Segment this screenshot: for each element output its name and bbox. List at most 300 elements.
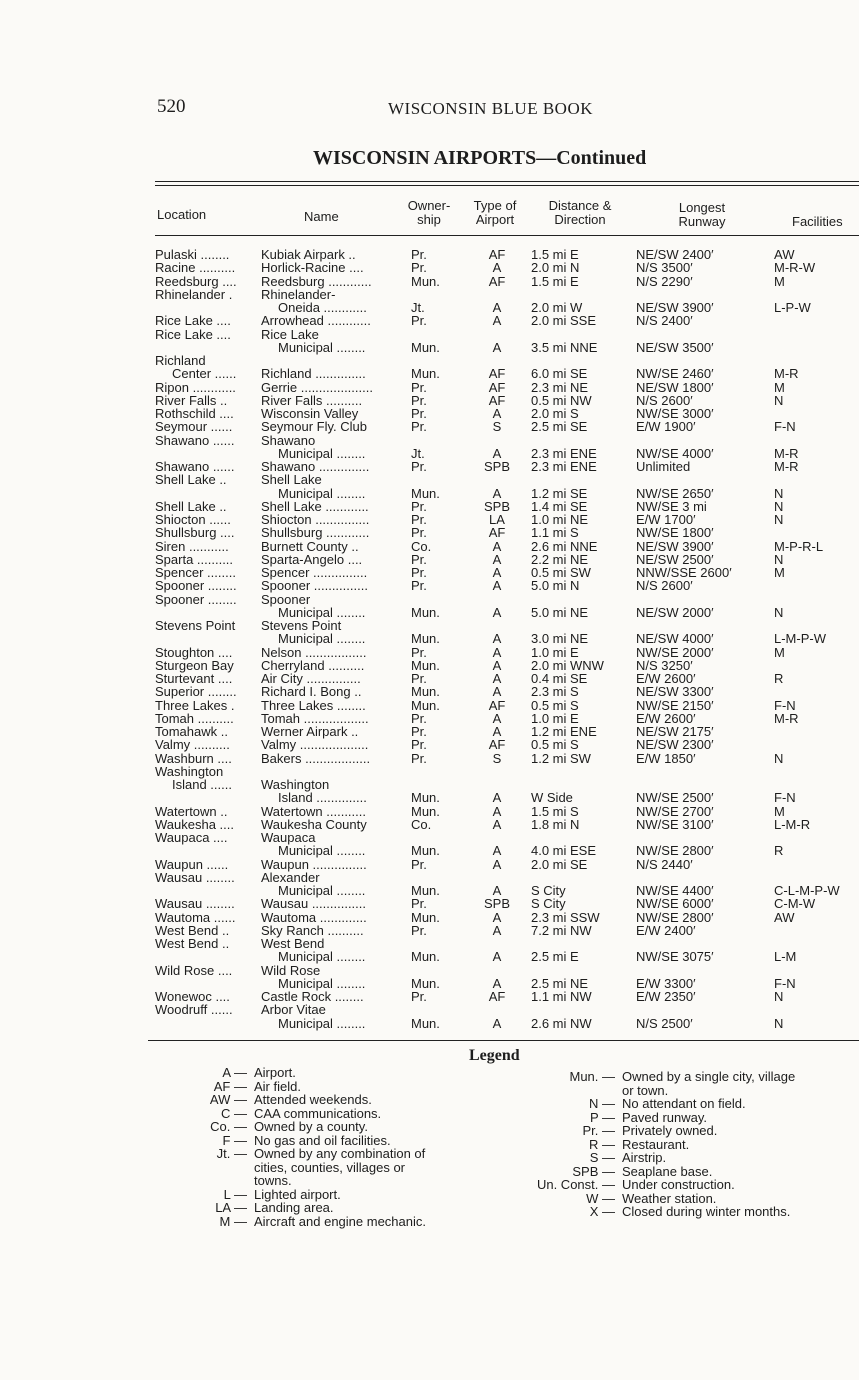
- distance-cell: 2.3 mi ENE: [531, 459, 597, 474]
- facilities-cell: M-P-R-L: [774, 538, 824, 554]
- legend-description: Owned by any combination of: [254, 1146, 426, 1161]
- location-cell: Waukesha ....: [155, 816, 234, 832]
- col-name: Name: [304, 209, 339, 224]
- distance-cell: 2.5 mi NE: [531, 975, 589, 991]
- name-cell: Arbor Vitae: [261, 1002, 326, 1018]
- ownership-cell: Pr.: [411, 644, 427, 660]
- name-cell: Werner Airpark ..: [261, 724, 359, 739]
- distance-cell: 2.0 mi WNW: [531, 657, 604, 673]
- ownership-cell: Mun.: [411, 909, 440, 925]
- ownership-cell: Pr.: [411, 459, 427, 474]
- legend-description: Attended weekends.: [254, 1092, 372, 1107]
- ownership-cell: Pr.: [411, 379, 427, 395]
- table-row: [0, 619, 859, 632]
- ownership-cell: Mun.: [411, 485, 440, 501]
- location-cell: Sturtevant ....: [155, 671, 233, 686]
- runway-cell: NW/SE 2460′: [636, 366, 714, 382]
- legend-code: LA —: [215, 1200, 247, 1215]
- legend-title: Legend: [469, 1047, 520, 1064]
- facilities-cell: M-R: [774, 366, 799, 382]
- name-cell: Sparta-Angelo ....: [261, 551, 363, 567]
- legend-code: AW —: [209, 1092, 247, 1107]
- legend-description: or town.: [622, 1082, 669, 1098]
- top-rule: [155, 181, 859, 182]
- col-type-line1: Type of: [473, 198, 517, 213]
- name-cell: Municipal ........: [278, 445, 366, 461]
- runway-cell: NE/SW 2000′: [636, 604, 714, 620]
- table-row: [0, 328, 859, 341]
- runway-cell: NW/SE 4400′: [636, 883, 714, 898]
- ownership-cell: Co.: [411, 816, 432, 832]
- name-cell: Spencer ...............: [261, 565, 368, 580]
- name-cell: Reedsburg ............: [261, 273, 372, 289]
- table-row: [0, 381, 859, 394]
- table-row: [0, 685, 859, 698]
- location-cell: Washburn ....: [155, 750, 232, 766]
- facilities-cell: N: [774, 498, 784, 514]
- type-cell: S: [492, 750, 502, 766]
- legend-code: Mun. —: [569, 1069, 615, 1084]
- table-row: [0, 699, 859, 712]
- runway-cell: NE/SW 3500′: [636, 339, 714, 355]
- facilities-cell: F-N: [774, 790, 796, 806]
- runway-cell: NW/SE 2500′: [636, 790, 714, 806]
- facilities-cell: F-N: [774, 697, 796, 713]
- table-row: [0, 818, 859, 831]
- type-cell: A: [492, 644, 502, 660]
- type-cell: A: [492, 684, 502, 700]
- table-row: [0, 354, 859, 367]
- ownership-cell: Mun.: [411, 949, 440, 965]
- type-cell: A: [492, 538, 502, 554]
- location-cell: Washington: [155, 763, 224, 779]
- type-cell: A: [492, 843, 502, 859]
- ownership-cell: Mun.: [411, 604, 440, 620]
- distance-cell: S City: [531, 883, 566, 898]
- name-cell: Waupun ...............: [261, 856, 367, 872]
- location-cell: Three Lakes .: [155, 697, 235, 713]
- name-cell: Wausau ...............: [261, 896, 366, 912]
- distance-cell: 2.3 mi S: [531, 684, 579, 700]
- legend-code: W —: [586, 1190, 615, 1206]
- runway-cell: NE/SW 3900′: [636, 300, 714, 315]
- legend-entry: [0, 1084, 859, 1098]
- runway-cell: E/W 2400′: [636, 922, 696, 938]
- facilities-cell: N: [774, 604, 784, 620]
- legend-code: SPB —: [572, 1163, 615, 1179]
- type-cell: A: [492, 604, 502, 620]
- legend-code: Jt. —: [216, 1146, 247, 1161]
- facilities-cell: C-M-W: [774, 896, 816, 912]
- type-cell: AF: [488, 273, 506, 289]
- location-cell: Superior ........: [155, 684, 237, 700]
- type-cell: AF: [488, 392, 506, 408]
- name-cell: Three Lakes ........: [261, 697, 366, 713]
- runway-cell: E/W 3300′: [636, 975, 696, 991]
- runway-cell: NE/SW 2400′: [636, 247, 714, 262]
- name-cell: Alexander: [261, 869, 320, 885]
- table-row: [0, 765, 859, 778]
- ownership-cell: Mun.: [411, 657, 440, 673]
- legend-code: A —: [222, 1065, 247, 1080]
- ownership-cell: Jt.: [411, 300, 425, 315]
- name-cell: Island ..............: [278, 790, 367, 806]
- col-ownership-line1: Owner-: [407, 198, 451, 213]
- legend-code: P —: [589, 1109, 615, 1125]
- distance-cell: 2.3 mi ENE: [531, 445, 597, 461]
- legend-description: Airport.: [254, 1065, 296, 1080]
- type-cell: A: [492, 803, 502, 819]
- ownership-cell: Pr.: [411, 737, 427, 753]
- distance-cell: 4.0 mi ESE: [531, 843, 597, 859]
- col-runway: [662, 201, 742, 229]
- page-number: 520: [157, 96, 186, 117]
- ownership-cell: Pr.: [411, 896, 427, 912]
- name-cell: Nelson .................: [261, 644, 367, 660]
- type-cell: A: [492, 339, 502, 355]
- name-cell: Burnett County ..: [261, 538, 359, 554]
- legend-entry: [0, 1205, 859, 1219]
- ownership-cell: Pr.: [411, 578, 427, 594]
- runway-cell: NE/SW 2175′: [636, 724, 714, 739]
- distance-cell: 1.0 mi NE: [531, 512, 589, 527]
- location-cell: Wild Rose ....: [155, 962, 233, 978]
- legend-description: Aircraft and engine mechanic.: [254, 1213, 426, 1229]
- location-cell: River Falls ..: [155, 392, 228, 408]
- location-cell: Sparta ..........: [155, 551, 234, 567]
- location-cell: Siren ...........: [155, 538, 229, 554]
- facilities-cell: F-N: [774, 975, 796, 991]
- table-row: [0, 288, 859, 301]
- facilities-cell: M: [774, 803, 785, 819]
- ownership-cell: Mun.: [411, 631, 440, 647]
- name-cell: Air City ...............: [261, 671, 361, 686]
- name-cell: Shell Lake ............: [261, 498, 369, 514]
- name-cell: Castle Rock ........: [261, 989, 364, 1004]
- facilities-cell: M: [774, 565, 785, 580]
- location-cell: Valmy ..........: [155, 737, 230, 753]
- location-cell: Wausau ........: [155, 896, 235, 912]
- name-cell: Rice Lake: [261, 326, 319, 342]
- location-cell: Tomah ..........: [155, 710, 234, 726]
- col-runway-line1: Longest: [678, 200, 726, 215]
- table-row: [0, 871, 859, 884]
- distance-cell: 1.5 mi S: [531, 803, 579, 819]
- facilities-cell: M: [774, 644, 785, 660]
- legend-entry: [0, 1097, 859, 1111]
- runway-cell: NW/SE 4000′: [636, 445, 714, 461]
- legend-entry: [0, 1111, 859, 1125]
- table-row: [0, 937, 859, 950]
- facilities-cell: M-R: [774, 445, 799, 461]
- table-row: [0, 447, 859, 460]
- type-cell: S: [492, 419, 502, 435]
- ownership-cell: Pr.: [411, 565, 427, 580]
- legend-code: Pr. —: [582, 1123, 615, 1138]
- table-row: [0, 1003, 859, 1016]
- name-cell: Tomah ..................: [261, 710, 369, 726]
- name-cell: Municipal ........: [278, 485, 366, 501]
- distance-cell: S City: [531, 896, 566, 912]
- location-cell: Wautoma ......: [155, 909, 236, 925]
- ownership-cell: Pr.: [411, 419, 427, 435]
- name-cell: Shawano: [261, 432, 316, 448]
- ownership-cell: Pr.: [411, 260, 427, 276]
- distance-cell: 1.2 mi SW: [531, 750, 591, 766]
- distance-cell: 2.0 mi W: [531, 300, 583, 315]
- type-cell: A: [492, 909, 502, 925]
- ownership-cell: Mun.: [411, 684, 440, 700]
- type-cell: A: [492, 671, 502, 686]
- location-cell: Ripon ............: [155, 379, 236, 395]
- legend-entry: [0, 1124, 859, 1138]
- distance-cell: 1.2 mi SE: [531, 485, 588, 501]
- col-distance-line2: Direction: [554, 212, 606, 227]
- runway-cell: NW/SE 3 mi: [636, 498, 707, 514]
- distance-cell: 2.3 mi NE: [531, 379, 589, 395]
- runway-cell: E/W 1850′: [636, 750, 696, 766]
- legend-description: Paved runway.: [622, 1109, 708, 1125]
- running-head: WISCONSIN BLUE BOOK: [388, 99, 593, 118]
- ownership-cell: Pr.: [411, 247, 427, 262]
- facilities-cell: N: [774, 989, 784, 1004]
- type-cell: SPB: [483, 459, 510, 474]
- table-row: [0, 526, 859, 539]
- table-row: [0, 553, 859, 566]
- legend-description: Air field.: [254, 1078, 301, 1094]
- distance-cell: 2.2 mi NE: [531, 551, 589, 567]
- bottom-rule: [148, 1040, 859, 1041]
- type-cell: A: [492, 949, 502, 965]
- type-cell: A: [492, 816, 502, 832]
- table-row: [0, 911, 859, 924]
- distance-cell: 3.0 mi NE: [531, 631, 589, 647]
- table-row: [0, 805, 859, 818]
- location-cell: Shullsburg ....: [155, 525, 235, 541]
- name-cell: Horlick-Racine ....: [261, 260, 364, 276]
- table-row: [0, 367, 859, 380]
- legend-code: AF —: [213, 1078, 247, 1094]
- table-row: [0, 487, 859, 500]
- location-cell: Shell Lake ..: [155, 498, 227, 514]
- distance-cell: 0.5 mi NW: [531, 392, 592, 408]
- table-row: [0, 924, 859, 937]
- type-cell: LA: [489, 512, 505, 527]
- type-cell: A: [492, 406, 502, 421]
- name-cell: Richard I. Bong ..: [261, 684, 362, 700]
- facilities-cell: R: [774, 843, 784, 859]
- table-row: [0, 314, 859, 327]
- legend-code: R —: [589, 1136, 615, 1152]
- location-cell: Watertown ..: [155, 803, 228, 819]
- ownership-cell: Mun.: [411, 975, 440, 991]
- ownership-cell: Co.: [411, 538, 432, 554]
- legend-entry: [0, 1165, 859, 1179]
- table-row: [0, 950, 859, 963]
- table-row: [0, 659, 859, 672]
- facilities-cell: N: [774, 512, 784, 527]
- table-row: [0, 566, 859, 579]
- type-cell: AF: [488, 379, 506, 395]
- runway-cell: NW/SE 2150′: [636, 697, 714, 713]
- table-row: [0, 606, 859, 619]
- distance-cell: 2.5 mi E: [531, 949, 579, 965]
- name-cell: Sky Ranch ..........: [261, 922, 364, 938]
- legend-description: No gas and oil facilities.: [254, 1132, 391, 1148]
- location-cell: Wonewoc ....: [155, 989, 230, 1004]
- ownership-cell: Pr.: [411, 724, 427, 739]
- facilities-cell: C-L-M-P-W: [774, 883, 840, 898]
- table-row: [0, 725, 859, 738]
- distance-cell: 1.2 mi ENE: [531, 724, 597, 739]
- type-cell: A: [492, 631, 502, 647]
- facilities-cell: L-M: [774, 949, 797, 965]
- facilities-cell: N: [774, 551, 784, 567]
- legend-description: towns.: [254, 1173, 292, 1188]
- type-cell: SPB: [483, 896, 510, 912]
- name-cell: Watertown ...........: [261, 803, 366, 819]
- legend-description: Landing area.: [254, 1200, 334, 1215]
- name-cell: Shullsburg ............: [261, 525, 370, 541]
- runway-cell: N/S 2600′: [636, 578, 693, 594]
- ownership-cell: Pr.: [411, 671, 427, 686]
- legend-description: Under construction.: [622, 1177, 735, 1192]
- type-cell: A: [492, 445, 502, 461]
- table-row: [0, 341, 859, 354]
- table-row: [0, 394, 859, 407]
- runway-cell: N/S 2600′: [636, 392, 693, 408]
- name-cell: Bakers ..................: [261, 750, 371, 766]
- facilities-cell: R: [774, 671, 784, 686]
- runway-cell: NW/SE 6000′: [636, 896, 714, 912]
- location-cell: Shiocton ......: [155, 512, 231, 527]
- ownership-cell: Mun.: [411, 366, 440, 382]
- runway-cell: NNW/SSE 2600′: [636, 565, 732, 580]
- legend-description: cities, counties, villages or: [254, 1159, 406, 1175]
- table-row: [0, 858, 859, 871]
- col-distance-line1: Distance &: [548, 198, 612, 213]
- distance-cell: 2.3 mi SSW: [531, 909, 600, 925]
- type-cell: A: [492, 578, 502, 594]
- distance-cell: 0.5 mi S: [531, 737, 579, 753]
- runway-cell: E/W 1700′: [636, 512, 696, 527]
- legend-description: Seaplane base.: [622, 1163, 713, 1179]
- legend-description: Owned by a county.: [254, 1119, 368, 1134]
- facilities-cell: L-M-R: [774, 816, 811, 832]
- runway-cell: NW/SE 2700′: [636, 803, 714, 819]
- runway-cell: E/W 2600′: [636, 671, 696, 686]
- runway-cell: NW/SE 3075′: [636, 949, 714, 965]
- runway-cell: N/S 3500′: [636, 260, 693, 276]
- location-cell: West Bend ..: [155, 936, 230, 951]
- type-cell: A: [492, 1015, 502, 1031]
- distance-cell: 1.0 mi E: [531, 710, 579, 726]
- legend-entry: [0, 1192, 859, 1206]
- name-cell: Municipal ........: [278, 631, 366, 647]
- type-cell: A: [492, 551, 502, 567]
- facilities-cell: N: [774, 750, 784, 766]
- name-cell: Wautoma .............: [261, 909, 367, 925]
- table-row: [0, 844, 859, 857]
- header-rule: [155, 235, 859, 236]
- table-row: [0, 540, 859, 553]
- table-title: WISCONSIN AIRPORTS—Continued: [313, 147, 647, 169]
- legend-description: Lighted airport.: [254, 1186, 341, 1202]
- legend-entry: [0, 1151, 859, 1165]
- distance-cell: 6.0 mi SE: [531, 366, 588, 382]
- runway-cell: E/W 2350′: [636, 989, 696, 1004]
- legend-code: M —: [219, 1213, 247, 1229]
- legend-description: No attendant on field.: [622, 1096, 746, 1111]
- distance-cell: 2.6 mi NNE: [531, 538, 598, 554]
- table-row: [0, 831, 859, 844]
- facilities-cell: L-P-W: [774, 300, 811, 315]
- distance-cell: 3.5 mi NNE: [531, 339, 598, 355]
- legend-entry: [0, 1178, 859, 1192]
- table-row: [0, 460, 859, 473]
- legend-description: Privately owned.: [622, 1123, 718, 1138]
- location-cell: Sturgeon Bay: [155, 657, 234, 673]
- col-ownership: [403, 199, 455, 227]
- table-row: [0, 646, 859, 659]
- name-cell: Waukesha County: [261, 816, 367, 832]
- ownership-cell: Pr.: [411, 498, 427, 514]
- facilities-cell: F-N: [774, 419, 796, 435]
- runway-cell: NE/SW 1800′: [636, 379, 714, 395]
- legend-code: N —: [589, 1096, 615, 1111]
- legend-code: L —: [223, 1186, 247, 1202]
- ownership-cell: Pr.: [411, 922, 427, 938]
- legend-code: C —: [221, 1105, 247, 1121]
- distance-cell: 2.6 mi NW: [531, 1015, 592, 1031]
- col-ownership-line2: ship: [417, 212, 441, 227]
- location-cell: Rothschild ....: [155, 406, 234, 421]
- name-cell: Municipal ........: [278, 1015, 366, 1031]
- name-cell: Municipal ........: [278, 843, 366, 859]
- location-cell: Waupun ......: [155, 856, 229, 872]
- ownership-cell: Mun.: [411, 790, 440, 806]
- runway-cell: NE/SW 2500′: [636, 551, 714, 567]
- location-cell: Pulaski ........: [155, 247, 230, 262]
- distance-cell: 2.0 mi SE: [531, 856, 588, 872]
- distance-cell: 7.2 mi NW: [531, 922, 592, 938]
- name-cell: Municipal ........: [278, 604, 366, 620]
- location-cell: Island ......: [172, 777, 232, 792]
- type-cell: AF: [488, 697, 506, 713]
- location-cell: Shawano ......: [155, 459, 235, 474]
- legend-code: X —: [589, 1204, 615, 1219]
- name-cell: Wisconsin Valley: [261, 406, 359, 421]
- facilities-cell: M-R-W: [774, 260, 816, 276]
- ownership-cell: Pr.: [411, 406, 427, 421]
- runway-cell: NE/SW 4000′: [636, 631, 714, 647]
- runway-cell: Unlimited: [636, 459, 691, 474]
- table-row: [0, 473, 859, 486]
- runway-cell: NW/SE 1800′: [636, 525, 714, 541]
- legend-entry: [0, 1070, 859, 1084]
- location-cell: Rhinelander .: [155, 286, 233, 302]
- ownership-cell: Pr.: [411, 392, 427, 408]
- runway-cell: N/S 2290′: [636, 273, 693, 289]
- name-cell: Arrowhead ............: [261, 313, 371, 329]
- distance-cell: 5.0 mi N: [531, 578, 580, 594]
- type-cell: A: [492, 313, 502, 329]
- ownership-cell: Mun.: [411, 339, 440, 355]
- ownership-cell: Pr.: [411, 856, 427, 872]
- name-cell: Shell Lake: [261, 472, 322, 488]
- facilities-cell: M: [774, 379, 785, 395]
- facilities-cell: L-M-P-W: [774, 631, 826, 647]
